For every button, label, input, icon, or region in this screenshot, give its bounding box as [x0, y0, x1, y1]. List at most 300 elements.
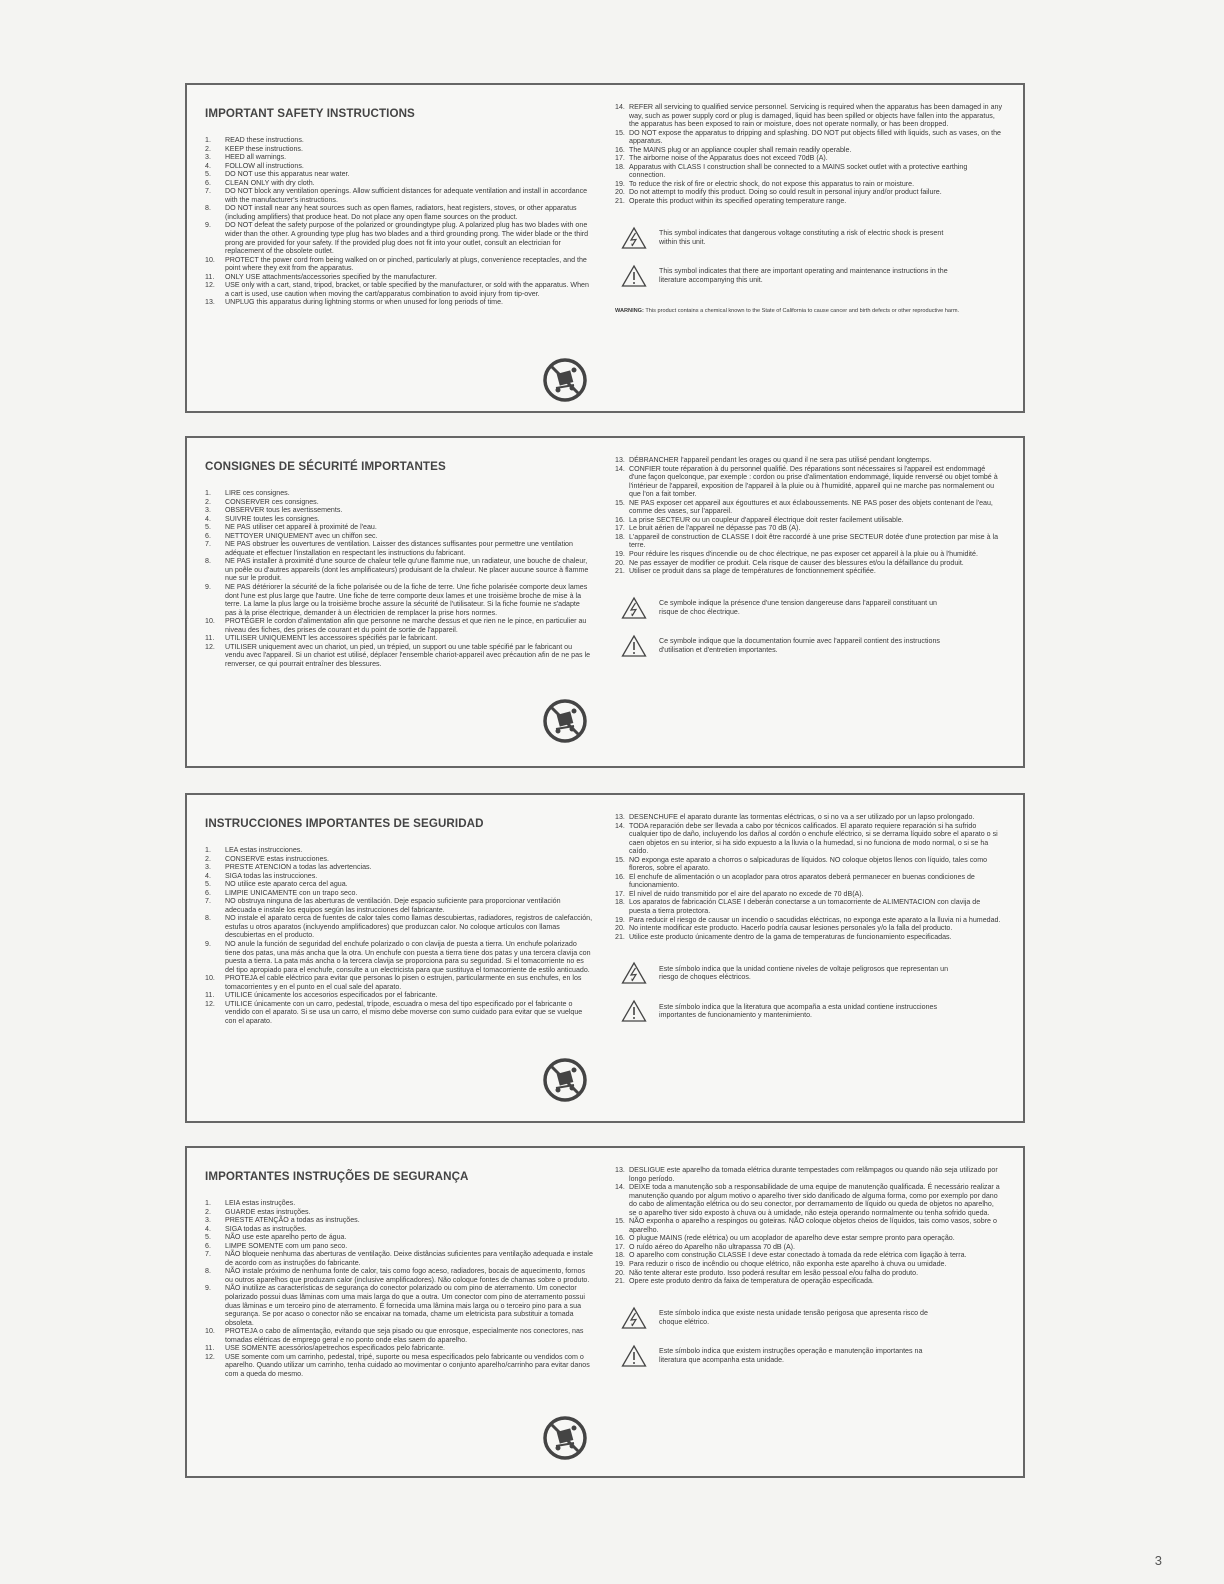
- list-item: [205, 281, 593, 298]
- item-number: 6.: [205, 888, 211, 897]
- item-text: PROTECT the power cord from being walked on or pinched, particularly at plugs, convenience receptacles, and the point where they exit from the apparatus.: [225, 255, 587, 273]
- list-item: [615, 873, 1003, 890]
- item-text: CONSERVE estas instrucciones.: [225, 854, 329, 863]
- list-item: [615, 516, 1003, 525]
- list-item: [615, 813, 1003, 822]
- list-item: [205, 855, 593, 864]
- list-item: [615, 1183, 1003, 1217]
- list-item: [205, 1250, 593, 1267]
- instructions-symbol-row: [615, 634, 1003, 658]
- instruction-list: [615, 813, 1003, 941]
- california-warning: [615, 308, 995, 315]
- list-item: [615, 1260, 1003, 1269]
- item-number: 10.: [205, 1327, 215, 1336]
- list-item: [205, 187, 593, 204]
- instructions-symbol-row: [615, 1344, 1003, 1368]
- item-number: 20.: [615, 188, 625, 197]
- list-item: [615, 524, 1003, 533]
- list-item: [615, 559, 1003, 568]
- right-column: [615, 1166, 1003, 1466]
- item-text: SIGA todas as instruções.: [225, 1224, 307, 1233]
- item-text: Não tente alterar este produto. Isso poderá resultar em lesão pessoal e/ou falha do produto.: [629, 1268, 919, 1277]
- exclamation-triangle-icon: [621, 634, 647, 658]
- voltage-symbol-text: Este símbolo indica que existe nesta unidade tensão perigosa que apresenta risco de choque elétrico.: [659, 1309, 928, 1326]
- item-text: USE only with a cart, stand, tripod, bracket, or table specified by the manufacturer, or sold with the apparatus. When a cart is used, use caution when moving the cart/apparatus combination to avoid injury from tip-over.: [225, 281, 589, 298]
- item-number: 2.: [205, 854, 211, 863]
- item-number: 2.: [205, 144, 211, 153]
- item-text: NÃO instale próximo de nenhuma fonte de calor, tais como fogo aceso, radiadores, bocais de aquecimento, fornos ou outros aparelhos que produzam calor (inclusive amplificadores). Não coloque fontes de chamas sobre o produto.: [225, 1267, 590, 1284]
- item-number: 17.: [615, 524, 625, 533]
- list-item: [205, 974, 593, 991]
- item-number: 11.: [205, 272, 215, 281]
- item-number: 11.: [205, 634, 215, 643]
- item-number: 13.: [205, 298, 215, 307]
- item-text: PRESTE ATENÇÃO a todas as instruções.: [225, 1216, 360, 1225]
- list-item: [205, 498, 593, 507]
- item-text: UTILISER UNIQUEMENT les accessoires spécifiés par le fabricant.: [225, 634, 438, 643]
- item-number: 12.: [205, 281, 215, 290]
- list-item: [615, 197, 1003, 206]
- item-number: 7.: [205, 897, 211, 906]
- list-item: [615, 890, 1003, 899]
- cart-tip-over-warning-icon: [543, 1416, 587, 1460]
- item-text: UTILICE únicamente con un carro, pedestal, trípode, escuadra o mesa del tipo especificado por el fabricante o vendido con el aparato. Si se usa un carro, el mismo debe moverse con sumo cuidado para evitar que se vuelque con el aparato.: [225, 999, 583, 1025]
- item-number: 6.: [205, 178, 211, 187]
- item-text: Utiliser ce produit dans sa plage de températures de fonctionnement spécifiée.: [629, 567, 876, 576]
- item-number: 16.: [615, 515, 625, 524]
- item-text: NÃO bloqueie nenhuma das aberturas de ventilação. Deixe distâncias suficientes para ventilação adequada e instale de acordo com as instruções do fabricante.: [225, 1250, 593, 1267]
- item-number: 17.: [615, 154, 625, 163]
- item-number: 21.: [615, 197, 625, 206]
- item-text: El nivel de ruido transmitido por el aire del aparato no excede de 70 dB(A).: [629, 889, 864, 898]
- item-text: Utilice este producto únicamente dentro de la gama de temperaturas de funcionamiento especificadas.: [629, 932, 952, 941]
- item-text: PROTEJA el cable eléctrico para evitar que personas lo pisen o estrujen, particularmente en sus enchufes, en los tomacorrientes y en el punto en el cual sale del aparato.: [225, 974, 582, 991]
- item-number: 20.: [615, 924, 625, 933]
- item-number: 4.: [205, 871, 211, 880]
- list-item: [205, 1242, 593, 1251]
- instructions-symbol-text: Ce symbole indique que la documentation fournie avec l'appareil contient des instructions d'utilisation et d'entretien importantes.: [659, 637, 940, 654]
- voltage-symbol-row: [615, 961, 1003, 985]
- item-number: 5.: [205, 1233, 211, 1242]
- lightning-triangle-icon: [621, 226, 647, 250]
- item-number: 11.: [205, 991, 215, 1000]
- list-item: [205, 1233, 593, 1242]
- list-item: [615, 898, 1003, 915]
- item-text: Do not attempt to modify this product. Doing so could result in personal injury and/or product failure.: [629, 188, 942, 197]
- list-item: [205, 221, 593, 255]
- list-item: [615, 188, 1003, 197]
- right-column: [615, 813, 1003, 1111]
- list-item: [205, 489, 593, 498]
- list-item: [205, 145, 593, 154]
- list-item: [615, 154, 1003, 163]
- list-item: [205, 889, 593, 898]
- item-text: Los aparatos de fabricación CLASE I deberán conectarse a un tomacorriente de ALIMENTACION con clavija de puesta a tierra protectora.: [629, 898, 981, 916]
- item-number: 2.: [205, 497, 211, 506]
- item-number: 7.: [205, 187, 211, 196]
- list-item: [615, 146, 1003, 155]
- list-item: [615, 567, 1003, 576]
- item-number: 14.: [615, 464, 625, 473]
- list-item: [615, 933, 1003, 942]
- item-text: NE PAS détériorer la sécurité de la fiche polarisée ou de la fiche de terre. Une fiche polarisée comporte deux lames dont l'une est plus large que l'autre. Une fiche de terre comporte deux lames et une troisième broche de mise à la terre. La lame la plus large ou la troisième broche assure la sécurité de l'utilisateur. Si la fiche fournie ne s'adapte pas à la prise électrique, demander à un électricien de remplacer la prise hors normes.: [225, 583, 588, 617]
- left-column: [205, 456, 593, 756]
- item-number: 15.: [615, 1217, 625, 1226]
- item-text: SIGA todas las instrucciones.: [225, 871, 318, 880]
- list-item: [615, 465, 1003, 499]
- list-item: [615, 499, 1003, 516]
- item-text: O aparelho com construção CLASSE I deve estar conectado à tomada da rede elétrica com ligação à terra.: [629, 1251, 967, 1260]
- list-item: [205, 204, 593, 221]
- list-item: [205, 1216, 593, 1225]
- item-number: 14.: [615, 1183, 625, 1192]
- right-column: [615, 456, 1003, 756]
- item-text: O plugue MAINS (rede elétrica) ou um acoplador de aparelho deve estar sempre pronto para operação.: [629, 1234, 955, 1243]
- instruction-list: [205, 136, 593, 307]
- section-french: [185, 436, 1025, 768]
- list-item: [615, 456, 1003, 465]
- item-text: LIMPE SOMENTE com um pano seco.: [225, 1241, 348, 1250]
- item-text: HEED all warnings.: [225, 153, 287, 162]
- left-column: [205, 103, 593, 401]
- item-text: DESENCHUFE el aparato durante las tormentas eléctricas, o si no va a ser utilizado por un lapso prolongado.: [629, 813, 975, 821]
- item-number: 1.: [205, 136, 211, 144]
- item-text: DO NOT install near any heat sources such as open flames, radiators, heat registers, stoves, or other apparatus (including amplifiers) that produce heat. Do not place any open flame sources on the product.: [225, 204, 577, 221]
- item-text: NÃO inutilize as características de segurança do conector polarizado ou com pino de aterramento. Um conector polarizado possui duas lâminas com uma mais larga do que a outra. Um conector com pino de aterramento possui duas lâminas e um terceiro pino de aterramento. É fornecida uma lâmina mais larga ou o terceiro pino para a sua segurança. Se por acaso o conector não se encaixar na tomada, chame um eletricista para substituir a tomada obsoleta.: [225, 1284, 585, 1327]
- list-item: [615, 103, 1003, 129]
- item-text: Opere este produto dentro da faixa de temperatura de operação especificada.: [629, 1277, 874, 1286]
- voltage-symbol-row: [615, 1306, 1003, 1330]
- item-number: 17.: [615, 1242, 625, 1251]
- lightning-triangle-icon: [621, 1306, 647, 1330]
- item-text: Operate this product within its specified operating temperature range.: [629, 197, 847, 206]
- warning-label: WARNING:: [615, 307, 644, 314]
- lightning-triangle-icon: [621, 961, 647, 985]
- list-item: [205, 940, 593, 974]
- list-item: [205, 1000, 593, 1026]
- item-number: 17.: [615, 889, 625, 898]
- list-item: [615, 533, 1003, 550]
- voltage-symbol-row: [615, 596, 1003, 620]
- item-number: 9.: [205, 940, 211, 949]
- exclamation-triangle-icon: [621, 1344, 647, 1368]
- list-item: [205, 880, 593, 889]
- item-number: 20.: [615, 558, 625, 567]
- list-item: [615, 1166, 1003, 1183]
- list-item: [205, 1225, 593, 1234]
- item-text: Pour réduire les risques d'incendie ou de choc électrique, ne pas exposer cet appareil à la pluie ou à l'humidité.: [629, 550, 978, 559]
- item-number: 13.: [615, 813, 625, 821]
- item-number: 7.: [205, 540, 211, 549]
- list-item: [615, 1217, 1003, 1234]
- item-text: Ne pas essayer de modifier ce produit. Cela risque de causer des blessures et/ou la défaillance du produit.: [629, 558, 964, 567]
- list-item: [615, 550, 1003, 559]
- item-text: UNPLUG this apparatus during lightning storms or when unused for long periods of time.: [225, 298, 503, 307]
- list-item: [205, 914, 593, 940]
- section-title: INSTRUCCIONES IMPORTANTES DE SEGURIDAD: [205, 817, 484, 830]
- item-text: Para reduzir o risco de incêndio ou choque elétrico, não exponha este aparelho à chuva ou umidade.: [629, 1260, 947, 1269]
- item-number: 1.: [205, 846, 211, 854]
- item-text: CLEAN ONLY with dry cloth.: [225, 178, 315, 187]
- item-number: 8.: [205, 1267, 211, 1276]
- cart-tip-over-warning-icon: [543, 1058, 587, 1102]
- right-column: [615, 103, 1003, 401]
- instruction-list: [205, 489, 593, 668]
- item-number: 18.: [615, 532, 625, 541]
- item-number: 9.: [205, 1284, 211, 1293]
- item-text: UTILISER uniquement avec un chariot, un pied, un trépied, un support ou une table spécifié par le fabricant ou vendu avec l'appareil. Si un chariot est utilisé, déplacer l'ensemble chariot-appareil avec précaution afin de ne pas le renverser, ce qui pourrait entraîner des blessures.: [225, 642, 591, 668]
- item-text: FOLLOW all instructions.: [225, 161, 304, 170]
- exclamation-triangle-icon: [621, 264, 647, 288]
- item-number: 19.: [615, 915, 625, 924]
- item-number: 6.: [205, 531, 211, 540]
- item-number: 1.: [205, 489, 211, 497]
- item-text: OBSERVER tous les avertissements.: [225, 506, 343, 515]
- list-item: [205, 1199, 593, 1208]
- item-text: CONFIER toute réparation à du personnel qualifié. Des réparations sont nécessaires si l'appareil est endommagé d'une façon quelconque, par exemple : cordon ou prise d'alimentation endommagé, liquide renversé ou objet tombé à l'intérieur de l'appareil, exposition de l'appareil à la pluie ou à l'humidité, appareil qui ne marche pas normalement ou que l'on a fait tomber.: [629, 464, 998, 499]
- item-text: The airborne noise of the Apparatus does not exceed 70dB (A).: [629, 154, 828, 163]
- exclamation-triangle-icon: [621, 999, 647, 1023]
- list-item: [205, 863, 593, 872]
- list-item: [615, 1234, 1003, 1243]
- item-number: 5.: [205, 170, 211, 179]
- list-item: [205, 1344, 593, 1353]
- item-number: 12.: [205, 642, 215, 651]
- item-text: LIMPIE UNICAMENTE con un trapo seco.: [225, 888, 358, 897]
- item-text: Para reducir el riesgo de causar un incendio o sacudidas eléctricas, no exponga este aparato a la lluvia ni a humedad.: [629, 915, 1001, 924]
- item-number: 1.: [205, 1199, 211, 1207]
- list-item: [205, 298, 593, 307]
- voltage-symbol-row: [615, 226, 1003, 250]
- section-spanish: [185, 793, 1025, 1123]
- cart-tip-over-warning-icon: [543, 358, 587, 402]
- item-number: 8.: [205, 914, 211, 923]
- item-text: SUIVRE toutes les consignes.: [225, 514, 320, 523]
- item-text: El enchufe de alimentación o un acoplador para otros aparatos deberá permanecer en buenas condiciones de funcionamiento.: [629, 872, 975, 890]
- item-number: 10.: [205, 255, 215, 264]
- item-text: DO NOT defeat the safety purpose of the polarized or groundingtype plug. A polarized plug has two blades with one wider than the other. A grounding type plug has two blades and a third grounding prong. The wider blade or the third prong are provided for your safety. If the provided plug does not fit into your outlet, consult an electrician for replacement of the obsolete outlet.: [225, 221, 589, 256]
- item-number: 19.: [615, 179, 625, 188]
- list-item: [205, 872, 593, 881]
- list-item: [615, 129, 1003, 146]
- item-number: 21.: [615, 932, 625, 941]
- item-text: DEIXE toda a manutenção sob a responsabilidade de uma equipe de manutenção qualificada. É necessário realizar a manutenção quando por algum motivo o aparelho tiver sido danificado de alguma forma, como por exemplo por dano do cabo de alimentação elétrica ou do seu conector, por derramamento de líquido ou queda de objetos no aparelho, se o aparelho tiver sido exposto à chuva ou à umidade, não esteja operando normalmente ou tenha sofrido queda.: [629, 1183, 1000, 1217]
- item-number: 16.: [615, 1234, 625, 1243]
- list-item: [205, 1284, 593, 1327]
- instruction-list: [615, 456, 1003, 576]
- item-text: NO exponga este aparato a chorros o salpicaduras de líquidos. NO coloque objetos llenos con líquido, tales como floreros, sobre el aparato.: [629, 855, 988, 873]
- item-number: 20.: [615, 1268, 625, 1277]
- section-english: [185, 83, 1025, 413]
- item-number: 3.: [205, 1216, 211, 1225]
- item-text: DESLIGUE este aparelho da tomada elétrica durante tempestades com relâmpagos ou quando não seja utilizado por longo período.: [629, 1166, 998, 1183]
- item-number: 6.: [205, 1241, 211, 1250]
- list-item: [205, 634, 593, 643]
- list-item: [205, 506, 593, 515]
- item-number: 13.: [615, 1166, 625, 1174]
- list-item: [205, 846, 593, 855]
- list-item: [205, 1353, 593, 1379]
- warning-text: This product contains a chemical known to the State of California to cause cancer and birth defects or other reproductive harm.: [645, 307, 960, 314]
- item-text: NO obstruya ninguna de las aberturas de ventilación. Deje espacio suficiente para proporcionar ventilación adecuada e instale los equipos según las instrucciones del fabricante.: [225, 897, 561, 914]
- item-text: DÉBRANCHER l'appareil pendant les orages ou quand il ne sera pas utilisé pendant longtemps.: [629, 456, 932, 464]
- list-item: [205, 557, 593, 583]
- list-item: [205, 136, 593, 145]
- list-item: [615, 1251, 1003, 1260]
- item-text: PROTÉGER le cordon d'alimentation afin que personne ne marche dessus et que rien ne le pince, en particulier au niveau des fiches, des prises de courant et du point de sortie de l'appareil.: [225, 617, 587, 634]
- item-number: 9.: [205, 221, 211, 230]
- list-item: [615, 1277, 1003, 1286]
- item-text: NO utilice este aparato cerca del agua.: [225, 880, 348, 889]
- item-number: 10.: [205, 974, 215, 983]
- item-number: 21.: [615, 1277, 625, 1286]
- item-text: PROTEJA o cabo de alimentação, evitando que seja pisado ou que enrosque, especialmente nos conectores, nas tomadas elétricas de emprego geral e no ponto onde elas saem do aparelho.: [225, 1327, 584, 1344]
- list-item: [205, 991, 593, 1000]
- list-item: [205, 532, 593, 541]
- item-text: LEA estas instrucciones.: [225, 846, 303, 854]
- section-title: IMPORTANTES INSTRUÇÕES DE SEGURANÇA: [205, 1170, 469, 1183]
- item-number: 4.: [205, 514, 211, 523]
- item-number: 19.: [615, 550, 625, 559]
- item-number: 12.: [205, 1352, 215, 1361]
- item-text: Apparatus with CLASS I construction shall be connected to a MAINS socket outlet with a protective earthing connection.: [629, 162, 968, 180]
- list-item: [205, 583, 593, 617]
- item-number: 14.: [615, 821, 625, 830]
- item-number: 19.: [615, 1260, 625, 1269]
- item-text: The MAINS plug or an appliance coupler shall remain readily operable.: [629, 145, 852, 154]
- item-text: NE PAS utiliser cet appareil à proximité de l'eau.: [225, 523, 377, 532]
- list-item: [205, 897, 593, 914]
- item-number: 4.: [205, 161, 211, 170]
- item-text: USE SOMENTE acessórios/apetrechos especificados pelo fabricante.: [225, 1344, 446, 1353]
- item-number: 15.: [615, 855, 625, 864]
- item-text: CONSERVER ces consignes.: [225, 497, 319, 506]
- item-text: UTILICE únicamente los accesorios especificados por el fabricante.: [225, 991, 438, 1000]
- item-text: No intente modificar este producto. Hacerlo podría causar lesiones personales y/o la falla del producto.: [629, 924, 953, 933]
- list-item: [205, 1267, 593, 1284]
- list-item: [205, 540, 593, 557]
- item-text: NÃO use este aparelho perto de água.: [225, 1233, 347, 1242]
- item-number: 4.: [205, 1224, 211, 1233]
- item-text: NO instale el aparato cerca de fuentes de calor tales como llamas descubiertas, radiadores, registros de calefacción, estufas u otros aparatos (incluyendo amplificadores) que produzcan calor. No coloque artículos con llamas descubiertas en el producto.: [225, 914, 593, 940]
- section-title: IMPORTANT SAFETY INSTRUCTIONS: [205, 107, 415, 120]
- instructions-symbol-text: Este símbolo indica que existem instruções operação e manutenção importantes na literatura que acompanha esta unidade.: [659, 1347, 923, 1364]
- item-text: NÃO exponha o aparelho a respingos ou goteiras. NÃO coloque objetos cheios de líquidos, tais como vasos, sobre o aparelho.: [629, 1217, 997, 1234]
- item-number: 15.: [615, 128, 625, 137]
- list-item: [615, 180, 1003, 189]
- voltage-symbol-text: This symbol indicates that dangerous voltage constituting a risk of electric shock is present within this unit.: [659, 228, 944, 246]
- instructions-symbol-text: This symbol indicates that there are important operating and maintenance instructions in the literature accompanying this unit.: [659, 266, 948, 284]
- list-item: [615, 1269, 1003, 1278]
- item-number: 2.: [205, 1207, 211, 1216]
- item-text: NO anule la función de seguridad del enchufe polarizado o con clavija de puesta a tierra. Un enchufe polarizado tiene dos patas, una más ancha que la otra. Un enchufe con puesta a tierra tiene dos patas y una tercera clavija con puesta a tierra. La pata más ancha o la tercera clavija se proporciona para su seguridad. Si el tomacorriente no es del tipo apropiado para el enchufe, consulte a un electricista para que sustituya el tomacorriente de estilo anticuado.: [225, 940, 591, 974]
- section-title: CONSIGNES DE SÉCURITÉ IMPORTANTES: [205, 460, 446, 473]
- item-text: NETTOYER UNIQUEMENT avec un chiffon sec.: [225, 531, 378, 540]
- item-number: 3.: [205, 863, 211, 872]
- list-item: [615, 916, 1003, 925]
- item-text: DO NOT block any ventilation openings. Allow sufficient distances for adequate ventilation and install in accordance with the manufacturer's instructions.: [225, 187, 588, 204]
- list-item: [205, 515, 593, 524]
- item-number: 11.: [205, 1344, 215, 1353]
- list-item: [205, 617, 593, 634]
- item-text: PRESTE ATENCION a todas las advertencias.: [225, 863, 372, 872]
- left-column: [205, 813, 593, 1111]
- instructions-symbol-row: [615, 999, 1003, 1023]
- item-number: 9.: [205, 583, 211, 592]
- lightning-triangle-icon: [621, 596, 647, 620]
- item-text: LEIA estas instruções.: [225, 1199, 296, 1207]
- item-number: 7.: [205, 1250, 211, 1259]
- voltage-symbol-text: Ce symbole indique la présence d'une tension dangereuse dans l'appareil constituant un risque de choc électrique.: [659, 599, 937, 616]
- item-text: TODA reparación debe ser llevada a cabo por técnicos calificados. El aparato requiere reparación si ha sufrido cualquier tipo de daño, incluyendo los daños al cordón o enchufe eléctrico, si se derrama líquido sobre el aparato o si caen objetos en su interior, si ha sido expuesto a la lluvia o la humedad, si no funciona de modo normal, o si se ha caído.: [629, 821, 998, 856]
- item-number: 8.: [205, 204, 211, 213]
- item-text: L'appareil de construction de CLASSE I doit être raccordé à une prise SECTEUR dotée d'une protection par mise à la terre.: [629, 532, 999, 550]
- instructions-symbol-row: [615, 264, 1003, 288]
- item-text: GUARDE estas instruções.: [225, 1207, 311, 1216]
- item-number: 5.: [205, 523, 211, 532]
- cart-tip-over-warning-icon: [543, 699, 587, 743]
- item-number: 18.: [615, 1251, 625, 1260]
- item-number: 3.: [205, 153, 211, 162]
- item-number: 15.: [615, 498, 625, 507]
- item-number: 5.: [205, 880, 211, 889]
- item-number: 16.: [615, 145, 625, 154]
- instruction-list: [205, 1199, 593, 1378]
- instruction-list: [205, 846, 593, 1025]
- section-portuguese: [185, 1146, 1025, 1478]
- list-item: [615, 163, 1003, 180]
- left-column: [205, 1166, 593, 1466]
- item-number: 16.: [615, 872, 625, 881]
- item-number: 3.: [205, 506, 211, 515]
- list-item: [205, 1208, 593, 1217]
- item-text: DO NOT expose the apparatus to dripping and splashing. DO NOT put objects filled with liquids, such as vases, on the apparatus.: [629, 128, 1001, 146]
- list-item: [205, 273, 593, 282]
- item-number: 13.: [615, 456, 625, 464]
- instruction-list: [615, 103, 1003, 206]
- list-item: [205, 256, 593, 273]
- list-item: [205, 162, 593, 171]
- item-text: DO NOT use this apparatus near water.: [225, 170, 350, 179]
- list-item: [615, 856, 1003, 873]
- list-item: [205, 523, 593, 532]
- item-text: To reduce the risk of fire or electric shock, do not expose this apparatus to rain or moisture.: [629, 179, 915, 188]
- item-number: 10.: [205, 617, 215, 626]
- instruction-list: [615, 1166, 1003, 1286]
- instructions-symbol-text: Este símbolo indica que la literatura que acompaña a esta unidad contiene instrucciones importantes de funcionamiento y mantenimiento.: [659, 1002, 938, 1020]
- item-text: USE somente com um carrinho, pedestal, tripé, suporte ou mesa especificados pelo fabricante ou vendidos com o aparelho. Quando utilizar um carrinho, tenha cuidado ao movimentar o conjunto aparelho/carrinho para evitar danos com a queda do mesmo.: [225, 1352, 590, 1378]
- item-text: La prise SECTEUR ou un coupleur d'appareil électrique doit rester facilement utilisable.: [629, 515, 904, 524]
- page-number: 3: [1154, 1553, 1162, 1568]
- list-item: [615, 1243, 1003, 1252]
- item-text: ONLY USE attachments/accessories specified by the manufacturer.: [225, 272, 437, 281]
- item-number: 18.: [615, 162, 625, 171]
- list-item: [205, 153, 593, 162]
- list-item: [205, 179, 593, 188]
- item-number: 18.: [615, 898, 625, 907]
- item-text: LIRE ces consignes.: [225, 489, 290, 497]
- item-text: KEEP these instructions.: [225, 144, 303, 153]
- item-text: NE PAS installer à proximité d'une source de chaleur telle qu'une flamme nue, un radiateur, une bouche de chaleur, un poêle ou d'autres appareils (dont les amplificateurs) produisant de la chaleur. Ne placer aucune source à flamme nue sur le produit.: [225, 557, 589, 583]
- item-text: NE PAS exposer cet appareil aux égouttures et aux éclaboussements. NE PAS poser des objets contenant de l'eau, comme des vases, sur l'appareil.: [629, 498, 993, 516]
- item-number: 12.: [205, 999, 215, 1008]
- item-text: Le bruit aérien de l'appareil ne dépasse pas 70 dB (A).: [629, 524, 801, 533]
- item-number: 8.: [205, 557, 211, 566]
- item-number: 21.: [615, 567, 625, 576]
- list-item: [615, 822, 1003, 856]
- item-text: READ these instructions.: [225, 136, 304, 144]
- voltage-symbol-text: Este símbolo indica que la unidad contiene niveles de voltaje peligrosos que representan un riesgo de choques eléctricos.: [659, 964, 949, 982]
